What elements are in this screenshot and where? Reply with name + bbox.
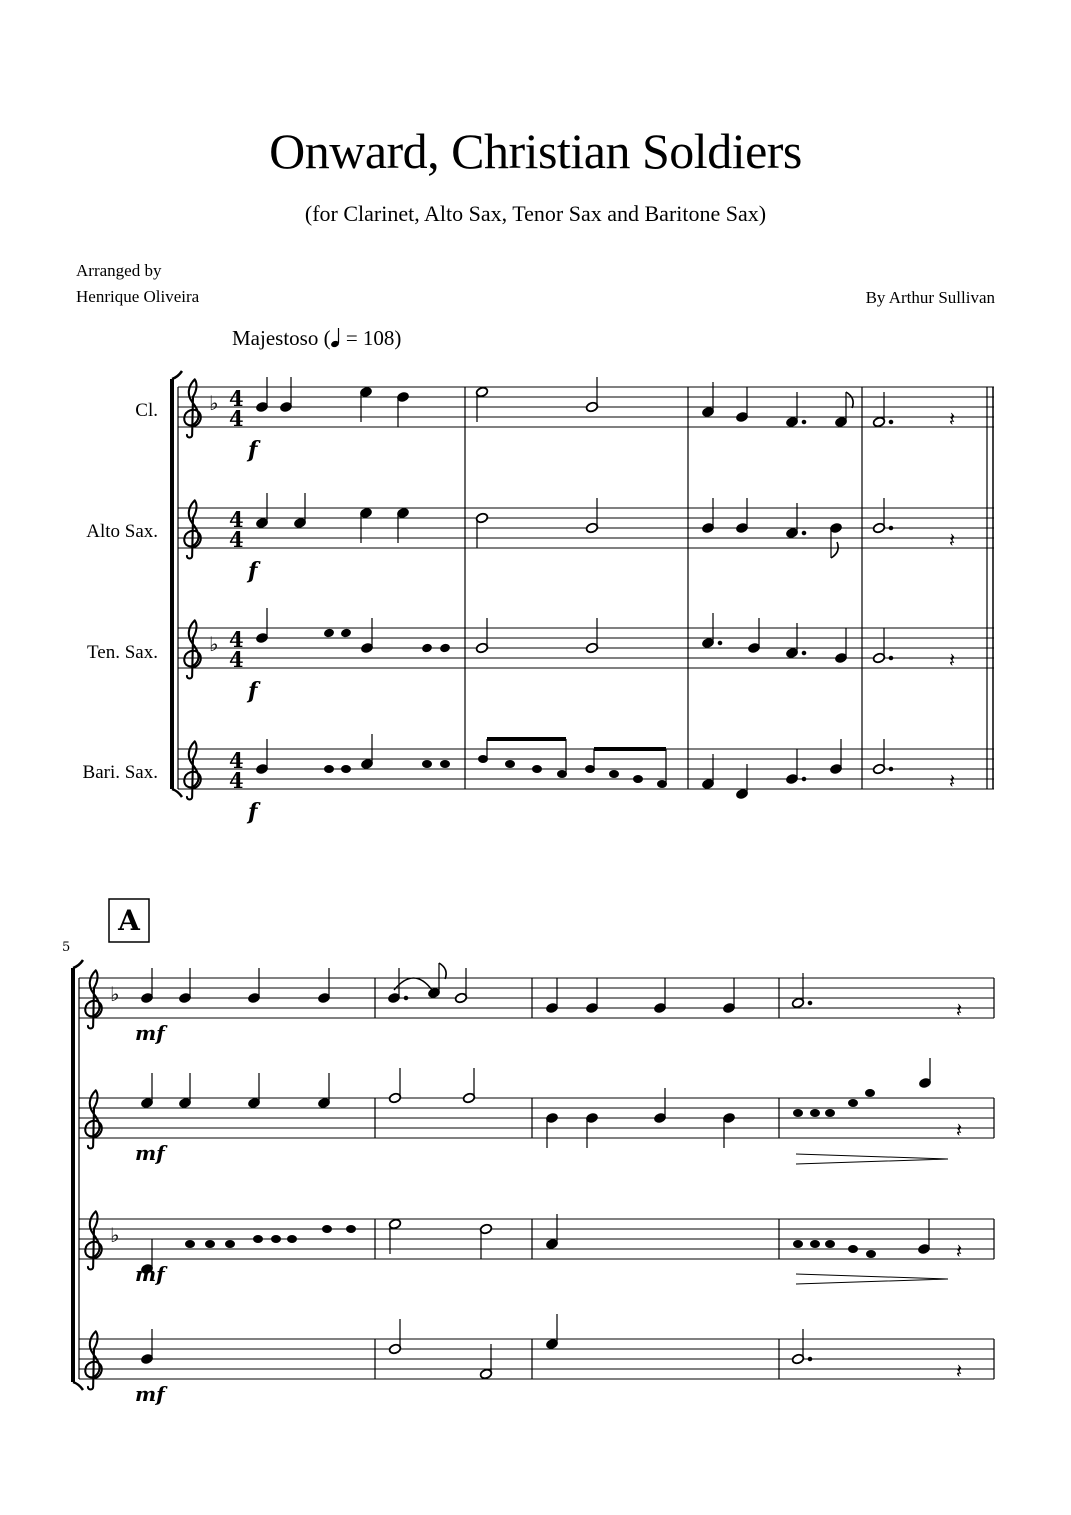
- dynamic-forte-clarinet: f: [248, 437, 258, 463]
- dynamic-mf-tenor: mf: [135, 1262, 165, 1286]
- svg-text:4: 4: [229, 748, 244, 773]
- svg-text:𝄽: 𝄽: [956, 1239, 963, 1263]
- dynamic-forte-alto: f: [248, 558, 258, 584]
- system-2: [73, 899, 994, 1390]
- svg-text:4: 4: [229, 527, 244, 552]
- arranger-name: Henrique Oliveira: [76, 287, 200, 306]
- composer-credit: By Arthur Sullivan: [865, 288, 995, 307]
- piece-subtitle: (for Clarinet, Alto Sax, Tenor Sax and Baritone Sax): [304, 201, 767, 226]
- svg-text:𝄽: 𝄽: [949, 407, 956, 431]
- svg-text:𝄽: 𝄽: [949, 528, 956, 552]
- svg-text:4: 4: [229, 406, 244, 431]
- svg-text:𝄽: 𝄽: [949, 769, 956, 793]
- svg-text:4: 4: [229, 507, 244, 532]
- svg-text:♭: ♭: [209, 632, 219, 656]
- instrument-label-alto-sax: Alto Sax.: [86, 521, 158, 542]
- instrument-label-clarinet: Cl.: [135, 400, 158, 421]
- tempo-label: Majestoso (: [232, 326, 331, 350]
- dynamic-mf-clarinet: mf: [135, 1021, 165, 1045]
- piece-title: Onward, Christian Soldiers: [269, 123, 802, 179]
- svg-text:♭: ♭: [209, 391, 219, 415]
- dynamic-forte-bari: f: [248, 799, 258, 825]
- instrument-label-tenor-sax: Ten. Sax.: [87, 642, 158, 663]
- svg-text:𝄽: 𝄽: [956, 1359, 963, 1383]
- dynamic-mf-alto: mf: [135, 1141, 165, 1165]
- rehearsal-mark: A: [118, 904, 140, 937]
- tempo-value: = 108): [340, 326, 402, 350]
- svg-text:♭: ♭: [110, 982, 120, 1006]
- arranger-label: Arranged by: [76, 261, 162, 280]
- measure-number: 5: [62, 940, 71, 955]
- dynamic-mf-bari: mf: [135, 1382, 165, 1406]
- system-1: [172, 371, 994, 800]
- instrument-label-bari-sax: Bari. Sax.: [82, 762, 158, 783]
- svg-text:♭: ♭: [110, 1223, 120, 1247]
- dynamic-forte-tenor: f: [248, 678, 258, 704]
- svg-text:𝄽: 𝄽: [956, 998, 963, 1022]
- svg-text:4: 4: [229, 647, 244, 672]
- svg-text:4: 4: [229, 386, 244, 411]
- svg-text:𝄽: 𝄽: [956, 1118, 963, 1142]
- svg-text:𝄽: 𝄽: [949, 648, 956, 672]
- svg-text:4: 4: [229, 627, 244, 652]
- svg-text:4: 4: [229, 768, 244, 793]
